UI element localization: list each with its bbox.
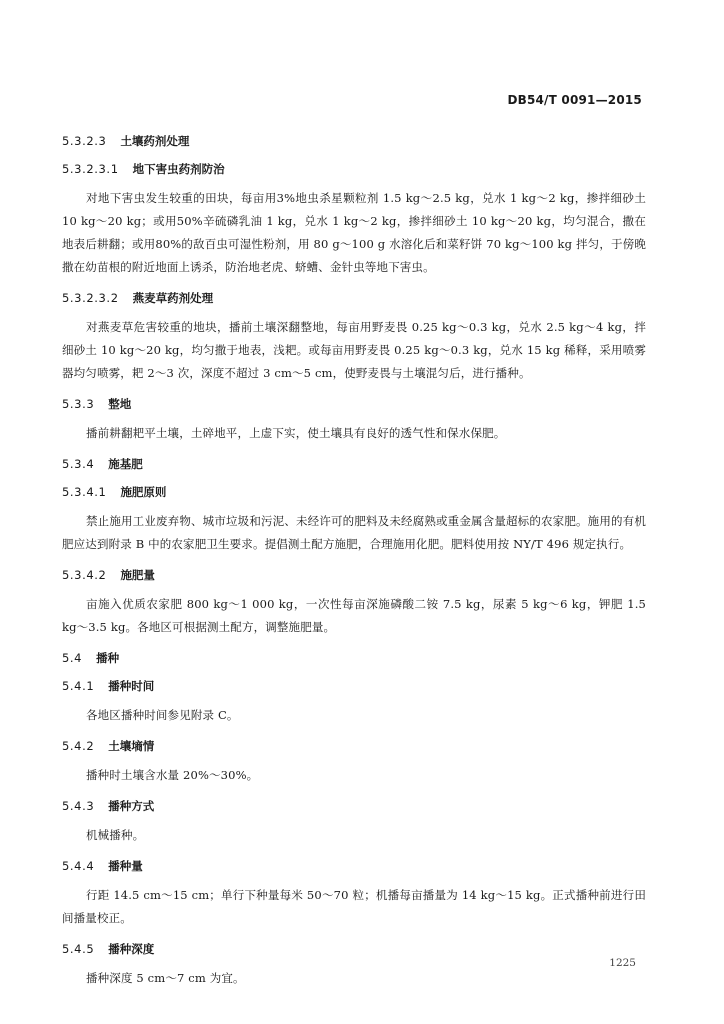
section-title: 土壤药剂处理 <box>120 134 190 148</box>
paragraph: 播种时土壤含水量 20%～30%。 <box>86 768 259 782</box>
section-number: 5.3.2.3 <box>62 134 107 148</box>
section-number: 5.4.2 <box>62 739 95 753</box>
section-title: 施基肥 <box>108 457 143 471</box>
section-heading <box>62 395 646 413</box>
section-title: 施肥原则 <box>120 485 167 499</box>
section-number: 5.3.4 <box>62 457 95 471</box>
section-heading <box>62 857 646 875</box>
document-body <box>62 132 646 1000</box>
paragraph: 播种深度 5 cm～7 cm 为宜。 <box>86 971 245 985</box>
section-title: 燕麦草药剂处理 <box>132 291 214 305</box>
section-title: 施肥量 <box>120 568 155 582</box>
section-title: 播种量 <box>108 859 143 873</box>
section-heading <box>62 649 646 667</box>
section-title: 播种 <box>96 651 120 665</box>
section-number: 5.3.4.2 <box>62 568 107 582</box>
document-code: DB54/T 0091—2015 <box>507 93 642 107</box>
section-heading <box>62 940 646 958</box>
section-number: 5.4 <box>62 651 83 665</box>
section-number: 5.3.2.3.1 <box>62 162 119 176</box>
section-heading <box>62 737 646 755</box>
section-number: 5.3.3 <box>62 397 95 411</box>
section-title: 播种时间 <box>108 679 155 693</box>
section-title: 整地 <box>108 397 132 411</box>
section-heading <box>62 483 646 501</box>
section-heading <box>62 455 646 473</box>
section-heading <box>62 289 646 307</box>
paragraph: 禁止施用工业废弃物、城市垃圾和污泥、未经许可的肥料及未经腐熟或重金属含量超标的农家肥。施用的有机肥应达到附录 B 中的农家肥卫生要求。提倡测土配方施肥，合理施用化肥。肥料使用按 NY/T 496 规定执行。 <box>62 514 646 551</box>
section-number: 5.4.3 <box>62 799 95 813</box>
section-title: 地下害虫药剂防治 <box>132 162 225 176</box>
section-title: 播种方式 <box>108 799 155 813</box>
paragraph: 各地区播种时间参见附录 C。 <box>86 708 239 722</box>
section-heading <box>62 132 646 150</box>
section-heading <box>62 566 646 584</box>
section-heading <box>62 677 646 695</box>
section-number: 5.4.1 <box>62 679 95 693</box>
paragraph: 机械播种。 <box>86 828 145 842</box>
paragraph: 行距 14.5 cm～15 cm；单行下种量每米 50～70 粒；机播每亩播量为 14 kg～15 kg。正式播种前进行田间播量校正。 <box>62 888 646 925</box>
section-title: 播种深度 <box>108 942 155 956</box>
paragraph: 播前耕翻耙平土壤，土碎地平，上虚下实，使土壤具有良好的透气性和保水保肥。 <box>86 426 506 440</box>
page-number: 1225 <box>609 957 636 969</box>
section-number: 5.4.4 <box>62 859 95 873</box>
section-heading <box>62 797 646 815</box>
paragraph: 对地下害虫发生较重的田块，每亩用3%地虫杀星颗粒剂 1.5 kg～2.5 kg，兑水 1 kg～2 kg，掺拌细砂土 10 kg～20 kg；或用50%辛硫磷乳油 1 kg，兑水 1 kg～2 kg，掺拌细砂土 10 kg～20 kg，均匀混合，撒在地表后耕翻；或用80%的敌百虫可湿性粉剂，用 80 g～100 g 水溶化后和菜籽饼 70 kg～100 kg 拌匀，于傍晚撒在幼苗根的附近地面上诱杀，防治地老虎、蛴螬、金针虫等地下害虫。 <box>62 191 646 274</box>
section-title: 土壤墒情 <box>108 739 155 753</box>
section-number: 5.4.5 <box>62 942 95 956</box>
section-number: 5.3.4.1 <box>62 485 107 499</box>
section-heading <box>62 160 646 178</box>
paragraph: 亩施入优质农家肥 800 kg～1 000 kg，一次性每亩深施磷酸二铵 7.5 kg，尿素 5 kg～6 kg，钾肥 1.5 kg～3.5 kg。各地区可根据测土配方，调整施肥量。 <box>62 597 646 634</box>
paragraph: 对燕麦草危害较重的地块，播前土壤深翻整地，每亩用野麦畏 0.25 kg～0.3 kg，兑水 2.5 kg～4 kg，拌细砂土 10 kg～20 kg，均匀撒于地表，浅耙。或每亩用野麦畏 0.25 kg～0.3 kg，兑水 15 kg 稀释，采用喷雾器均匀喷雾，耙 2～3 次，深度不超过 3 cm～5 cm，使野麦畏与土壤混匀后，进行播种。 <box>62 320 646 380</box>
section-number: 5.3.2.3.2 <box>62 291 119 305</box>
